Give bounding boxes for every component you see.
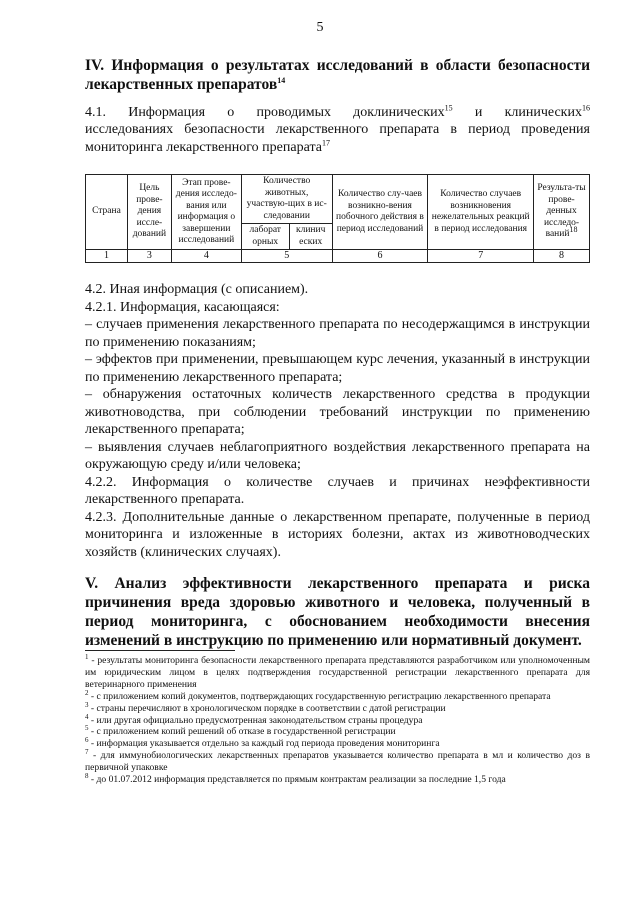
research-table [85, 174, 590, 263]
header-purpose: Цель прове-дения иссле-дований [127, 175, 171, 250]
bullet-item: – обнаружения остаточных количеств лекарственного средства в продукции животноводства, при соблюдении требований инструкции по применению лекарственного препарата; [85, 387, 590, 437]
footnote-number: 5 [85, 724, 89, 733]
word: Информация [128, 105, 206, 120]
footnote-ref: 18 [569, 225, 578, 235]
word-with-ref [353, 104, 453, 121]
footnote [85, 771, 590, 786]
footnote-number: 1 [85, 652, 89, 661]
section-4-title: IV. Информация о результатах исследований в области безопасности лекарственных препаратов [85, 57, 590, 93]
header-undesired: Количество случаев возникновения нежелательных реакций в период исследования [428, 175, 534, 250]
paragraph-4-2-2: 4.2.2. Информация о количестве случаев и причинах неэффективности лекарственного препарата. [85, 474, 590, 507]
footnote-text: - страны перечисляют в хронологическом порядке в соответствии с датой регистрации [88, 702, 446, 714]
footnote [85, 750, 590, 774]
header-side-effects: Количество слу-чаев возникно-вения побочного действия в период исследований [332, 175, 428, 250]
paragraph-4-2-3: 4.2.3. Дополнительные данные о лекарственном препарате, полученные в период мониторинга и изложенные в историях болезни, актах из животноводческих хозяйств (клинических случаях). [85, 509, 590, 560]
footnote-text: - до 01.07.2012 информация представляется по прямым контрактам реализации за последние 1,5 года [88, 774, 506, 786]
footnote-text: - или другая официально предусмотренная законодательством страны процедура [88, 714, 423, 726]
footnote-ref: 15 [444, 103, 453, 113]
footnote-text: - с приложением копий решений об отказе в государственной регистрации [88, 726, 396, 738]
footnote [85, 726, 590, 738]
header-animals: Количество животных, участвую-щих в ис-следовании [241, 175, 332, 224]
footnote-text: - с приложением копий документов, подтверждающих государственную регистрацию лекарственного препарата [88, 690, 551, 702]
footnote-ref: 14 [277, 75, 286, 85]
paragraph-4-2: 4.2. Иная информация (с описанием). [85, 282, 309, 297]
footnote-number: 2 [85, 688, 89, 697]
column-number: 4 [171, 250, 241, 263]
table-number-row [86, 250, 590, 263]
column-number: 1 [86, 250, 128, 263]
footnote-ref: 16 [581, 103, 590, 113]
footnote-number: 6 [85, 736, 89, 745]
footnote [85, 712, 590, 727]
footnote-text: - информация указывается отдельно за каждый год периода проведения мониторинга [88, 738, 440, 750]
header-stage: Этап прове-дения исследо-вания или информация о завершении исследований [171, 175, 241, 250]
column-number: 6 [332, 250, 428, 263]
footnote-number: 3 [85, 700, 89, 709]
word: и [474, 105, 483, 120]
bullet-item: – случаев применения лекарственного препарата по несодержащимся в инструкции по применению показаниям; [85, 317, 590, 350]
header-results-text: Результа-ты прове-денных исследо-ваний [537, 183, 586, 240]
section-4-heading [85, 56, 590, 94]
paragraph-text: исследованиях безопасности лекарственного препарата в период проведения мониторинга лекарственного препарата [85, 122, 590, 155]
footnote [85, 688, 590, 703]
header-results [534, 175, 590, 250]
column-number: 7 [428, 250, 534, 263]
column-number: 8 [534, 250, 590, 263]
column-number: 3 [127, 250, 171, 263]
header-lab: лаборат орных [241, 224, 289, 250]
footnote [85, 652, 590, 691]
footnote-number: 8 [85, 771, 89, 780]
word: доклинических [353, 105, 445, 120]
table-header-row [86, 175, 590, 224]
word: клинических [504, 105, 582, 120]
footnote-number: 7 [85, 748, 89, 757]
footnote-text: - для иммунобиологических лекарственных препаратов указывается количество препарата в мл и количество доз в первичной упаковке [85, 750, 590, 774]
footnote-divider [85, 650, 235, 651]
paragraph-4-2-1: 4.2.1. Информация, касающаяся: [85, 299, 280, 315]
paragraph-4-1 [85, 104, 590, 156]
header-clinic: клинич еских [289, 224, 332, 250]
bullet-item: – эффектов при применении, превышающем курс лечения, указанный в инструкции по применению лекарственного препарата; [85, 352, 590, 385]
section-4-2-body [85, 281, 590, 561]
section-5-heading: V. Анализ эффективности лекарственного препарата и риска причинения вреда здоровью животного и человека, полученный в период мониторинга, с обоснованием необходимости внесения изменений в инструкцию по применению или нормативный документ. [85, 575, 590, 649]
word: проводимых [256, 105, 331, 120]
paragraph-4-1-first-line [85, 104, 590, 121]
footnote [85, 700, 590, 715]
footnote-number: 4 [85, 712, 89, 721]
page-number: 5 [316, 20, 324, 35]
word: 4.1. [85, 105, 106, 120]
footnote-ref: 17 [321, 138, 330, 148]
word-with-ref [505, 104, 590, 121]
footnote-text: - результаты мониторинга безопасности лекарственного препарата представляются разработчиком или уполномоченным им юридическим лицом в целях подтверждения государственной регистрации лекарственного препарата для ветеринарного применения [85, 655, 590, 690]
bullet-item: – выявления случаев неблагоприятного воздействия лекарственного препарата на окружающую среду и/или человека; [85, 439, 590, 472]
paragraph-4-1-rest [85, 121, 590, 156]
word: о [227, 105, 235, 120]
column-number: 5 [241, 250, 332, 263]
footnotes [85, 652, 590, 786]
footnote [85, 738, 590, 750]
header-country: Страна [86, 175, 128, 250]
